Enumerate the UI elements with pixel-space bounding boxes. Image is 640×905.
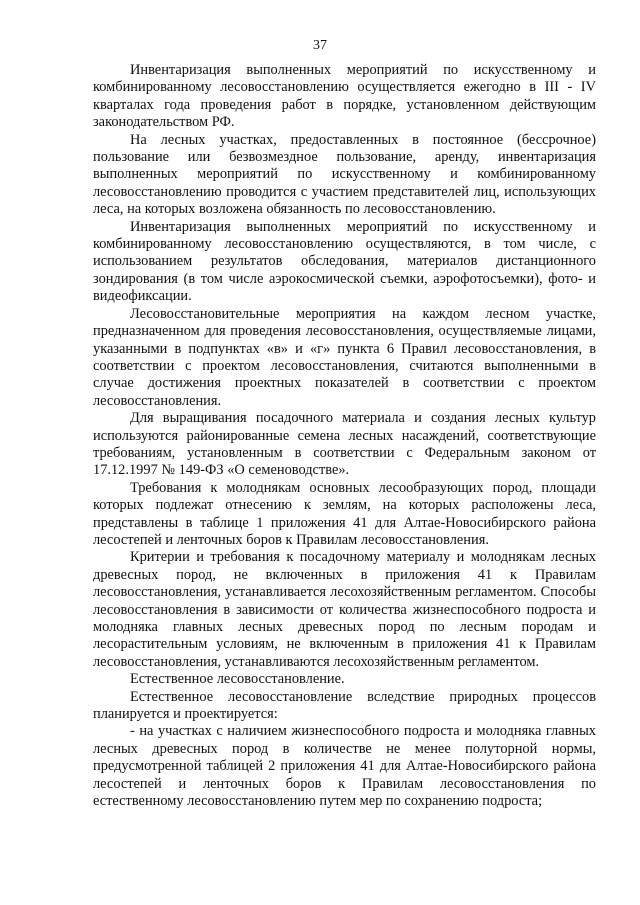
list-item-1: - на участках с наличием жизнеспособного подроста и молодняка главных лесных древесных пород в количестве не менее полуторной нормы, предусмотренной таблицей 2 приложения 41 для Алтае-Новосибирского района лесостепей и ленточных боров к Правилам лесовосстановления по естественному лесовосстановлению путем мер по сохранению подроста;	[93, 723, 596, 810]
paragraph-7: Критерии и требования к посадочному материалу и молоднякам лесных древесных пород, не включенных в приложения 41 к Правилам лесовосстановления, устанавливается лесохозяйственным регламентом. Способы лесовосстановления в зависимости от количества жизнеспособного подроста и молодняка главных лесных древесных пород по лесным породам и лесорастительным условиям, не включенным в приложения 41 к Правилам лесовосстановления, устанавливаются лесохозяйственным регламентом.	[93, 549, 596, 670]
paragraph-6: Требования к молоднякам основных лесообразующих пород, площади которых подлежат отнесению к землям, на которых расположены леса, представлены в таблице 1 приложения 41 для Алтае-Новосибирского района лесостепей и ленточных боров к Правилам лесовосстановления.	[93, 479, 596, 548]
paragraph-4: Лесовосстановительные мероприятия на каждом лесном участке, предназначенном для проведения лесовосстановления, осуществляемые лицами, указанными в подпунктах «в» и «г» пункта 6 Правил лесовосстановления, в соответствии с проектом лесовосстановления, считаются выполненными в случае достижения проектных показателей в соответствии с проектом лесовосстановления.	[93, 305, 596, 409]
document-body	[93, 62, 596, 810]
paragraph-5: Для выращивания посадочного материала и создания лесных культур используются районированные семена лесных насаждений, соответствующие требованиям, установленным в соответствии с Федеральным законом от 17.12.1997 № 149-ФЗ «О семеноводстве».	[93, 410, 596, 479]
paragraph-8-heading: Естественное лесовосстановление.	[130, 671, 345, 688]
paragraph-3: Инвентаризация выполненных мероприятий по искусственному и комбинированному лесовосстановлению осуществляются, в том числе, с использованием результатов обследования, материалов дистанционного зондирования (в том числе аэрокосмической съемки, аэрофотосъемки), фото- и видеофиксации.	[93, 218, 596, 305]
paragraph-1: Инвентаризация выполненных мероприятий по искусственному и комбинированному лесовосстановлению осуществляется ежегодно в III - IV кварталах года проведения работ в порядке, установленном действующим законодательством РФ.	[93, 62, 596, 131]
paragraph-9: Естественное лесовосстановление вследствие природных процессов планируется и проектируется:	[93, 688, 596, 723]
paragraph-2: На лесных участках, предоставленных в постоянное (бессрочное) пользование или безвозмездное пользование, аренду, инвентаризация выполненных мероприятий по искусственному и комбинированному лесовосстановлению проводится с участием представителей лиц, использующих леса, на которых возложена обязанность по лесовосстановлению.	[93, 131, 596, 218]
page-number: 37	[313, 38, 327, 53]
